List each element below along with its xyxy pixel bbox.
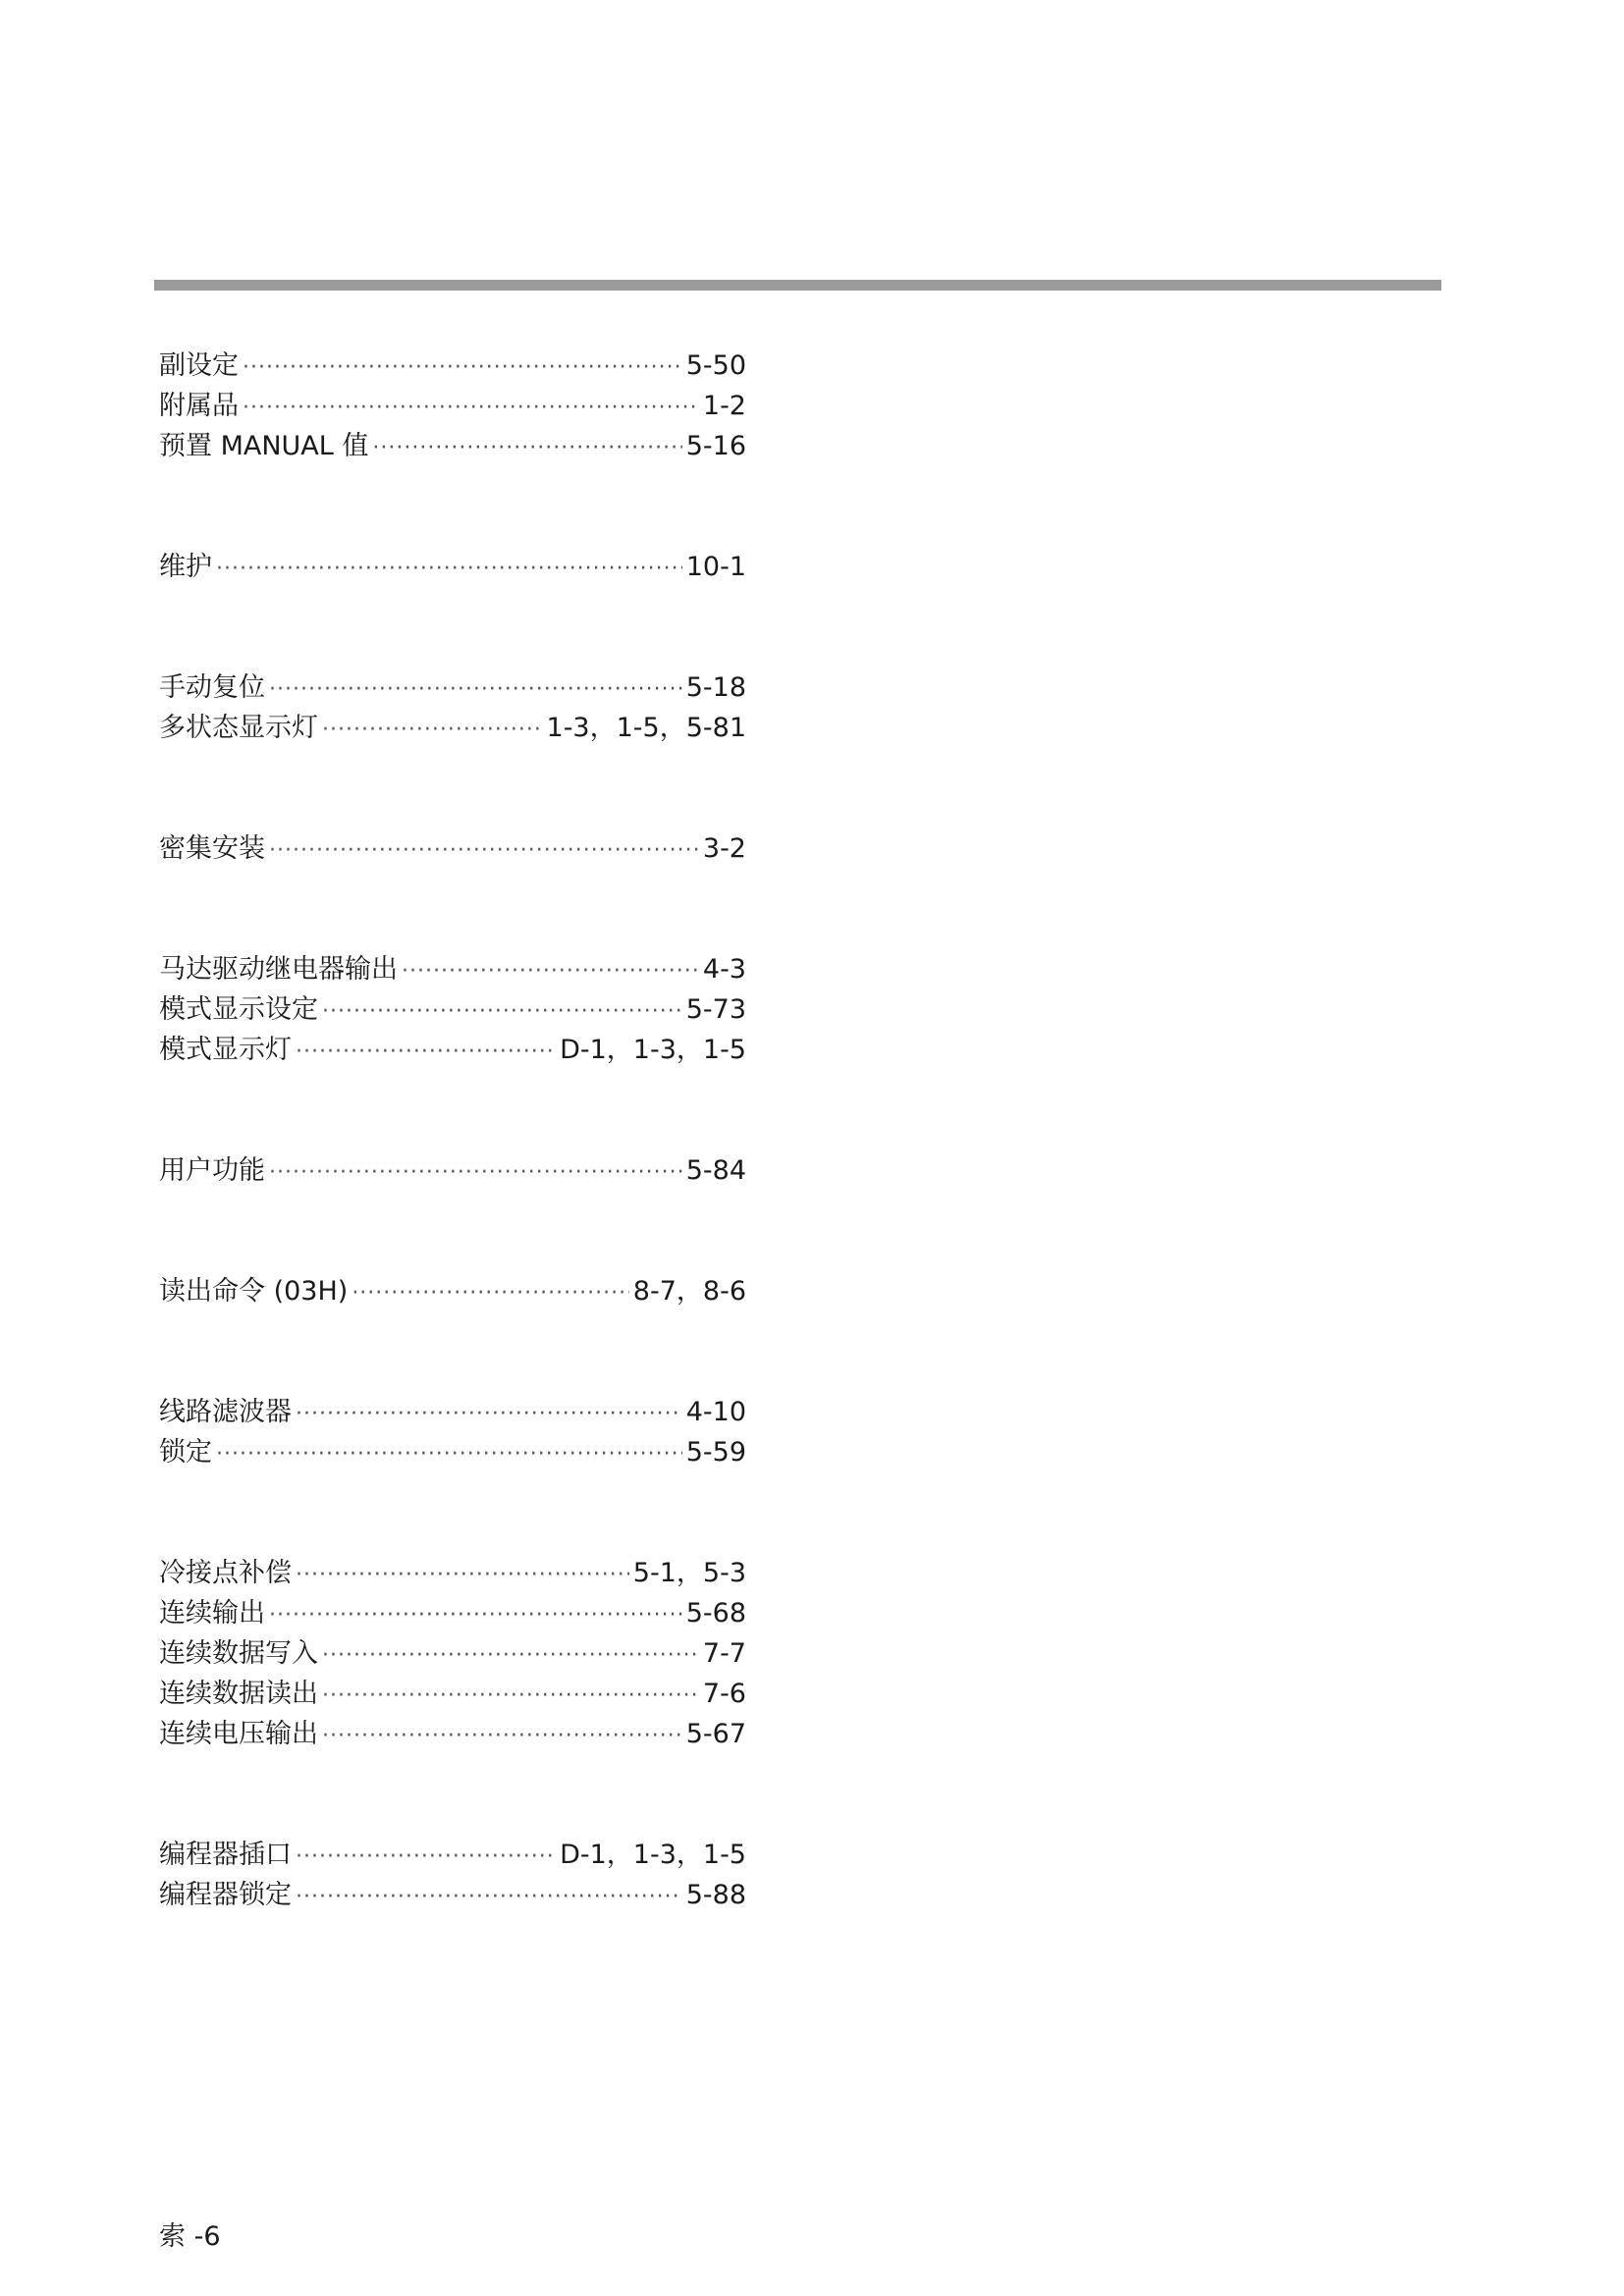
index-entry xyxy=(159,1633,746,1674)
dot-leader xyxy=(322,1716,682,1756)
entry-page: 8-7，8-6 xyxy=(632,1276,746,1307)
dot-leader xyxy=(296,1032,556,1072)
dot-leader xyxy=(296,1394,682,1434)
entry-term: 手动复位 xyxy=(159,672,265,703)
dot-leader xyxy=(296,1555,629,1595)
entry-page: 5-68 xyxy=(685,1598,746,1629)
entry-page: 4-3 xyxy=(702,954,746,985)
entry-page: 3-2 xyxy=(702,833,746,864)
index-entry xyxy=(159,1714,746,1754)
index-entry xyxy=(159,1271,746,1311)
index-entry xyxy=(159,949,746,989)
entry-page: 1-2 xyxy=(702,391,746,421)
entry-page: D-1，1-3，1-5 xyxy=(560,1035,746,1065)
entry-page: 5-84 xyxy=(685,1155,746,1186)
index-list xyxy=(159,346,746,1915)
entry-term: 冷接点补偿 xyxy=(159,1558,292,1588)
index-entry xyxy=(159,1835,746,1875)
dot-leader xyxy=(243,388,699,428)
dot-leader xyxy=(269,669,682,710)
entry-term: 维护 xyxy=(159,552,212,582)
index-entry xyxy=(159,346,746,386)
entry-page: 5-59 xyxy=(685,1437,746,1468)
entry-term: 副设定 xyxy=(159,350,239,381)
dot-leader xyxy=(296,1837,556,1877)
entry-term: 读出命令 (03H) xyxy=(159,1276,349,1307)
entry-page: 5-16 xyxy=(685,431,746,461)
index-entry xyxy=(159,1674,746,1714)
entry-page: 4-10 xyxy=(685,1397,746,1427)
dot-leader xyxy=(216,1434,682,1474)
index-group xyxy=(159,1392,746,1472)
index-entry xyxy=(159,426,746,466)
entry-term: 连续数据写入 xyxy=(159,1638,318,1669)
dot-leader xyxy=(322,710,543,750)
index-entry xyxy=(159,1553,746,1593)
page-number: 索 -6 xyxy=(159,2221,221,2252)
index-entry xyxy=(159,1030,746,1070)
index-group xyxy=(159,949,746,1070)
entry-term: 模式显示设定 xyxy=(159,994,318,1025)
entry-term: 多状态显示灯 xyxy=(159,713,318,743)
index-group xyxy=(159,1553,746,1754)
index-entry xyxy=(159,1150,746,1191)
dot-leader xyxy=(352,1273,628,1313)
index-entry xyxy=(159,1432,746,1472)
entry-page: 5-73 xyxy=(685,994,746,1025)
entry-term: 连续电压输出 xyxy=(159,1719,318,1749)
entry-term: 编程器插口 xyxy=(159,1840,292,1870)
index-group xyxy=(159,828,746,869)
entry-page: 7-7 xyxy=(702,1638,746,1669)
entry-page: 7-6 xyxy=(702,1679,746,1709)
index-group xyxy=(159,547,746,587)
index-entry xyxy=(159,547,746,587)
index-entry xyxy=(159,708,746,748)
entry-page: 5-1，5-3 xyxy=(632,1558,746,1588)
dot-leader xyxy=(322,991,682,1032)
dot-leader xyxy=(322,1635,699,1676)
entry-term: 编程器锁定 xyxy=(159,1880,292,1910)
entry-term: 连续输出 xyxy=(159,1598,265,1629)
entry-term: 马达驱动继电器输出 xyxy=(159,954,398,985)
entry-term: 模式显示灯 xyxy=(159,1035,292,1065)
index-entry xyxy=(159,386,746,426)
index-group xyxy=(159,1271,746,1311)
top-rule xyxy=(154,280,1441,291)
entry-term: 附属品 xyxy=(159,391,239,421)
entry-page: 5-18 xyxy=(685,672,746,703)
dot-leader xyxy=(243,347,682,388)
entry-term: 线路滤波器 xyxy=(159,1397,292,1427)
dot-leader xyxy=(269,1152,682,1193)
entry-term: 用户功能 xyxy=(159,1155,265,1186)
dot-leader xyxy=(269,830,699,871)
entry-page: 5-50 xyxy=(685,350,746,381)
dot-leader xyxy=(216,549,682,589)
entry-page: 1-3，1-5，5-81 xyxy=(546,713,746,743)
entry-page: 10-1 xyxy=(685,552,746,582)
entry-term: 密集安装 xyxy=(159,833,265,864)
entry-page: D-1，1-3，1-5 xyxy=(560,1840,746,1870)
dot-leader xyxy=(296,1877,682,1917)
entry-term: 连续数据读出 xyxy=(159,1679,318,1709)
entry-page: 5-67 xyxy=(685,1719,746,1749)
entry-page: 5-88 xyxy=(685,1880,746,1910)
index-entry xyxy=(159,1392,746,1432)
entry-term: 预置 MANUAL 值 xyxy=(159,431,369,461)
index-entry xyxy=(159,1875,746,1915)
index-group xyxy=(159,667,746,748)
index-group xyxy=(159,1150,746,1191)
index-entry xyxy=(159,667,746,708)
dot-leader xyxy=(402,951,699,991)
index-group xyxy=(159,1835,746,1915)
dot-leader xyxy=(322,1676,699,1716)
dot-leader xyxy=(269,1595,682,1635)
index-entry xyxy=(159,989,746,1030)
index-entry xyxy=(159,828,746,869)
dot-leader xyxy=(372,428,681,468)
index-group xyxy=(159,346,746,466)
index-entry xyxy=(159,1593,746,1633)
entry-term: 锁定 xyxy=(159,1437,212,1468)
